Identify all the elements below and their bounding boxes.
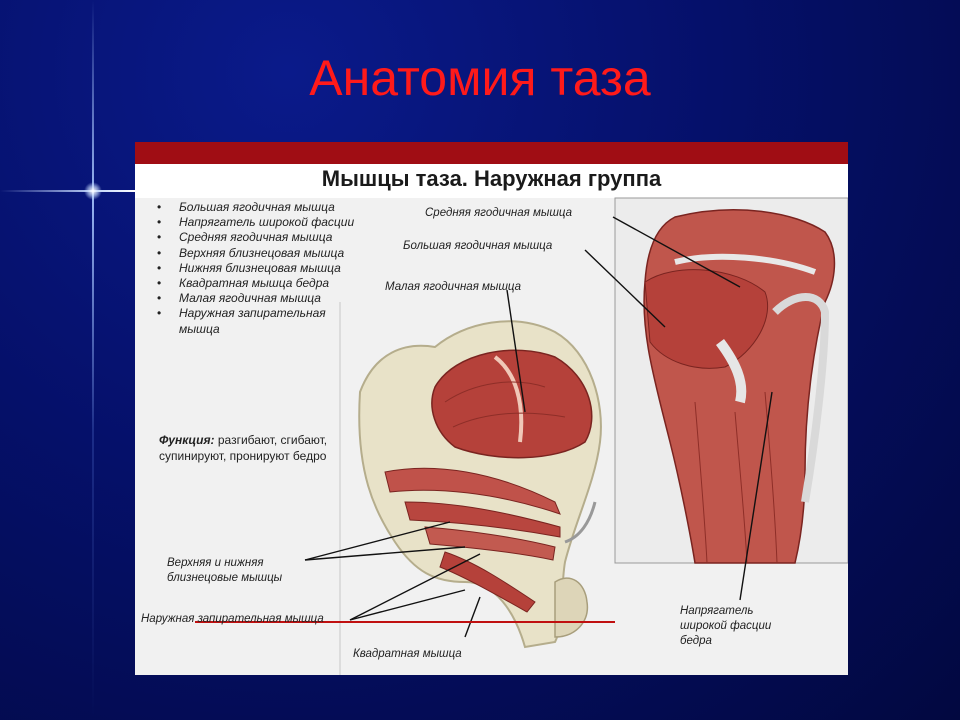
label-gluteus-medius: Средняя ягодичная мышца — [425, 207, 572, 219]
panel-heading: Мышцы таза. Наружная группа — [135, 164, 848, 198]
sparkle-icon — [84, 182, 102, 200]
label-gluteus-maximus: Большая ягодичная мышца — [403, 240, 553, 252]
function-label: Функция: — [159, 433, 215, 447]
function-note — [159, 432, 359, 464]
list-item: • Нижняя близнецовая мышца — [153, 261, 363, 276]
list-item: • Квадратная мышца бедра — [153, 276, 363, 291]
label-quadratus: Квадратная мышца — [353, 648, 462, 660]
list-item: • Большая ягодичная мышца — [153, 200, 363, 215]
label-gluteus-minimus: Малая ягодичная мышца — [385, 281, 522, 293]
label-tensor-fasciae: Напрягатель широкой фасции бедра — [680, 605, 772, 647]
decorative-horizontal-line — [0, 190, 135, 192]
muscle-list — [153, 200, 363, 337]
label-obturator-externus: Наружная запирательная мышца — [141, 613, 324, 625]
anatomy-panel — [135, 142, 848, 675]
list-item: • Наружная запирательная мышца — [153, 306, 363, 336]
slide-title: Анатомия таза — [309, 50, 651, 106]
list-item: • Средняя ягодичная мышца — [153, 230, 363, 245]
list-item: • Малая ягодичная мышца — [153, 291, 363, 306]
function-text: разгибают, сгибают, супинируют, пронируют бедро — [159, 433, 328, 463]
list-item: • Напрягатель широкой фасции — [153, 215, 363, 230]
list-item: • Верхняя близнецовая мышца — [153, 246, 363, 261]
gluteus-muscles-left — [432, 350, 592, 457]
decorative-vertical-line — [92, 0, 94, 720]
label-gemelli: Верхняя и нижняя близнецовые мышцы — [167, 557, 283, 584]
